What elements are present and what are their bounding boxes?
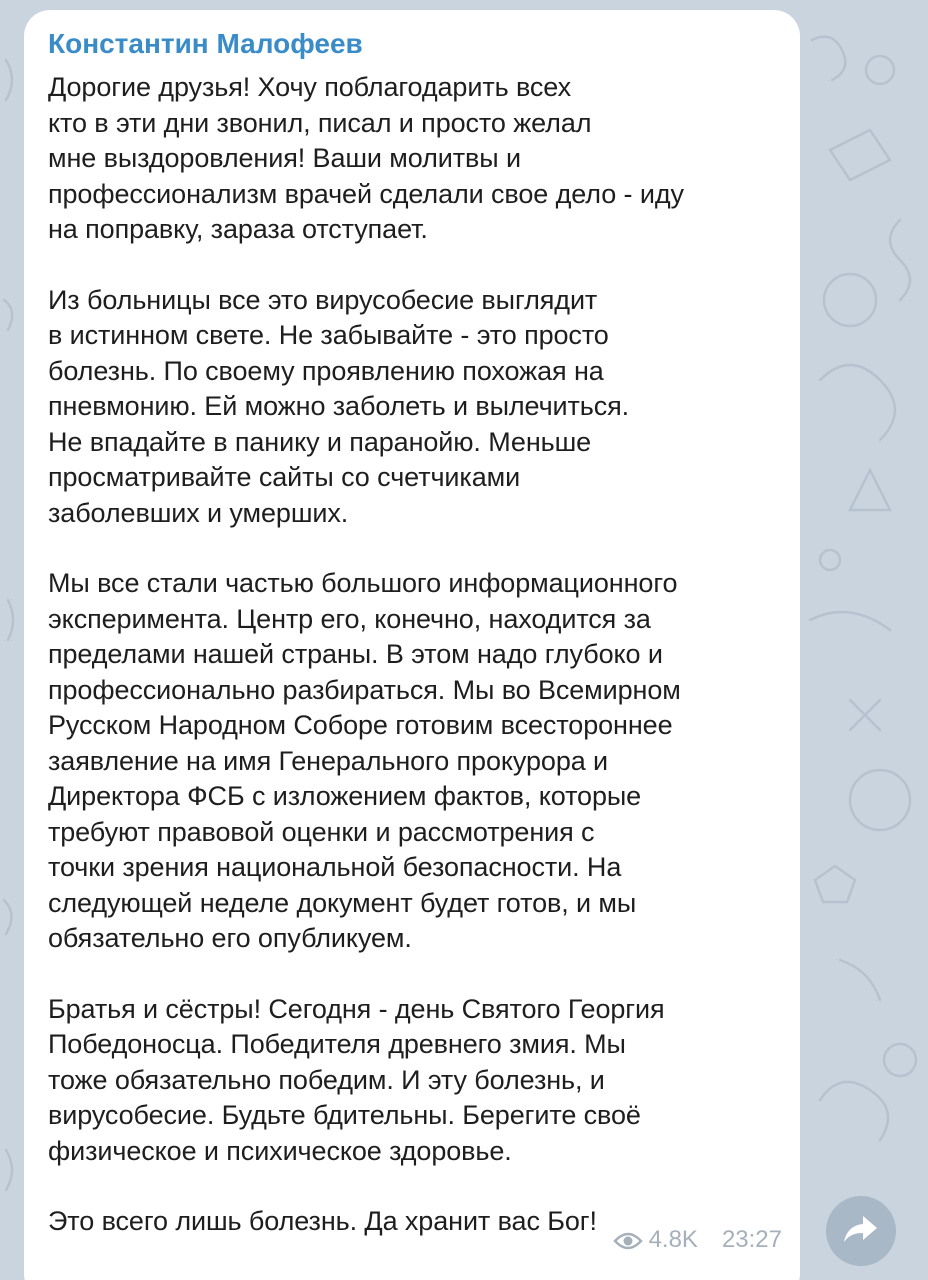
message-paragraph: Братья и сёстры! Сегодня - день Святого Георгия Победоносца. Победителя древнего змия. Мы тоже обязательно победим. И эту болезнь, и вирусобесие. Будьте бдительны. Берегите своё физическое и психическое здоровье. — [48, 993, 665, 1166]
view-count: 4.8K — [648, 1226, 698, 1253]
share-button[interactable] — [826, 1196, 896, 1266]
message-paragraph: Из больницы все это вирусобесие выглядит в истинном свете. Не забывайте - это просто болезнь. По своему проявлению похожая на пневмонию. Ей можно заболеть и вылечиться. Не впадайте в панику и паранойю. Меньше просматривайте сайты со счетчиками заболевших и умерших. — [48, 284, 630, 528]
message-time: 23:27 — [721, 1226, 782, 1253]
eye-icon — [613, 1230, 643, 1250]
message-paragraph: Дорогие друзья! Хочу поблагодарить всех кто в эти дни звонил, писал и просто желал мне выздоровления! Ваши молитвы и профессионализм врачей сделали свое дело - иду на поправку, зараза отступает. — [48, 72, 684, 244]
message-author[interactable]: Константин Малофеев — [48, 28, 363, 59]
channel-message-bubble — [24, 10, 800, 1280]
message-meta — [613, 1226, 782, 1254]
message-paragraph: Мы все стали частью большого информационного эксперимента. Центр его, конечно, находится за пределами нашей страны. В этом надо глубоко и профессионально разбираться. Мы во Всемирном Русском Народном Соборе готовим всестороннее заявление на имя Генерального прокурора и Директора ФСБ с изложением фактов, которые требуют правовой оценки и рассмотрения с точки зрения национальной безопасности. На следующей неделе документ будет готов, и мы обязательно его опубликуем. — [48, 568, 681, 953]
share-arrow-icon — [841, 1212, 881, 1251]
message-paragraph: Это всего лишь болезнь. Да хранит вас Бог! — [48, 1206, 597, 1236]
